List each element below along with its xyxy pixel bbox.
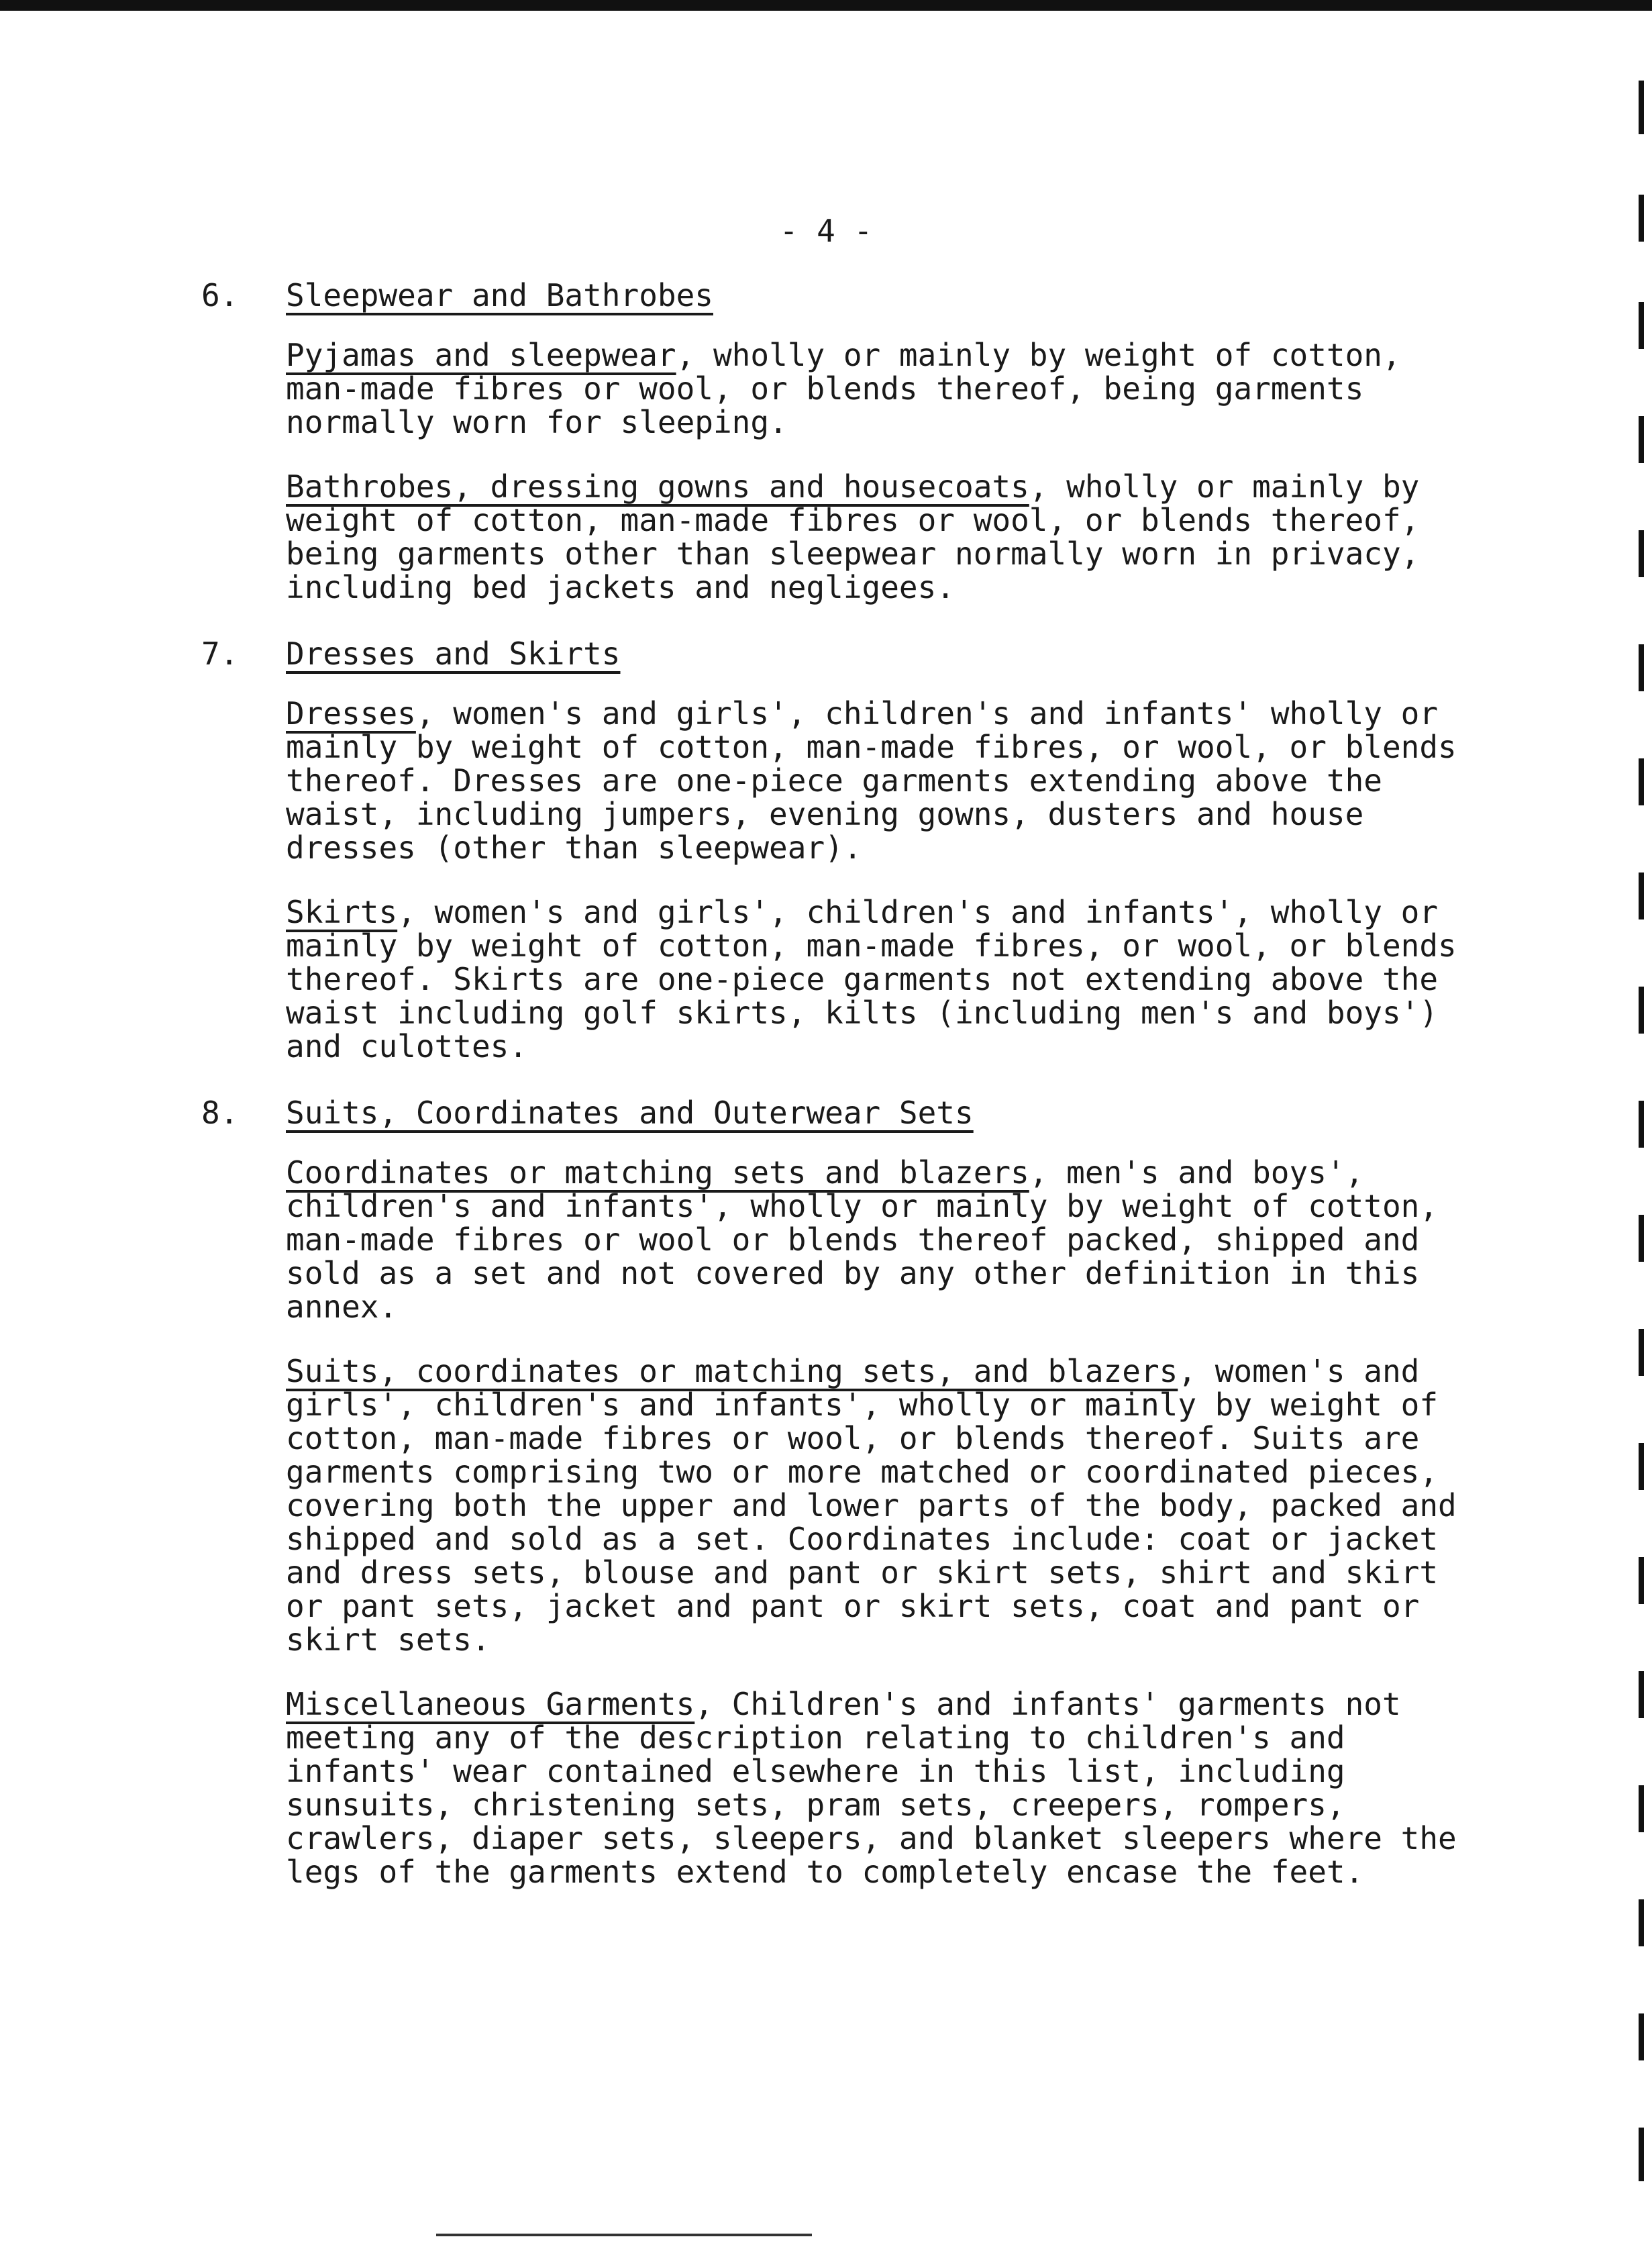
section-heading: [201, 277, 1516, 314]
section-title: Dresses and Skirts: [286, 636, 621, 672]
section-number: 8.: [201, 1095, 239, 1131]
scan-margin-mark: [1639, 873, 1644, 919]
scan-margin-mark: [1639, 1899, 1644, 1946]
scan-margin-mark: [1639, 530, 1644, 577]
definition-text: , wholly or mainly by weight of cotton, man-made fibres or wool, or blends thereof, being garments other than sleepwear normally worn in privacy, including bed jackets and negligees.: [286, 468, 1420, 605]
scan-top-border: [0, 0, 1652, 11]
section-title: Suits, Coordinates and Outerwear Sets: [286, 1095, 974, 1131]
section-dresses-skirts: [201, 635, 1516, 1063]
scan-margin-mark: [1639, 2013, 1644, 2060]
page-number: - 4 -: [779, 213, 873, 249]
scan-margin-mark: [1639, 758, 1644, 805]
section-heading: [201, 1094, 1516, 1132]
defined-term: Skirts: [286, 894, 398, 930]
definition-paragraph: [286, 1354, 1494, 1656]
scan-margin-mark: [1639, 644, 1644, 691]
defined-term: Miscellaneous Garments: [286, 1686, 695, 1722]
scan-bottom-border: [436, 2234, 812, 2236]
defined-term: Dresses: [286, 695, 416, 732]
definition-text: , men's and boys', children's and infants', wholly or mainly by weight of cotton, man-made fibres or wool or blends thereof packed, shipped and sold as a set and not covered by any other definition in this annex.: [286, 1154, 1439, 1325]
scan-margin-mark: [1639, 1215, 1644, 1262]
scan-margin-mark: [1639, 416, 1644, 463]
section-heading: [201, 635, 1516, 672]
definition-paragraph: [286, 470, 1494, 604]
definition-paragraph: [286, 1687, 1494, 1889]
scan-margin-mark: [1639, 1671, 1644, 1718]
defined-term: Suits, coordinates or matching sets, and blazers: [286, 1353, 1178, 1389]
section-number: 6.: [201, 277, 239, 313]
definition-paragraph: [286, 697, 1494, 864]
scan-margin-mark: [1639, 1443, 1644, 1490]
scan-margin-mark: [1639, 2128, 1644, 2181]
defined-term: Pyjamas and sleepwear: [286, 337, 676, 373]
document-body: [201, 277, 1516, 1920]
definition-text: , wholly or mainly by weight of cotton, man-made fibres or wool, or blends thereof, being garments normally worn for sleeping.: [286, 337, 1401, 440]
definition-paragraph: [286, 895, 1494, 1063]
scan-margin-mark: [1639, 1557, 1644, 1604]
definition-text: , Children's and infants' garments not meeting any of the description relating to children's and infants' wear contained elsewhere in this list, including sunsuits, christening sets, pram sets, creepers, rompers, crawlers, diaper sets, sleepers, and blanket sleepers where the legs of the garments extend to completely encase the feet.: [286, 1686, 1457, 1890]
section-title: Sleepwear and Bathrobes: [286, 277, 713, 313]
scan-margin-mark: [1639, 1785, 1644, 1832]
defined-term: Coordinates or matching sets and blazers: [286, 1154, 1029, 1191]
scan-margin-mark: [1639, 302, 1644, 349]
section-suits-coordinates: [201, 1094, 1516, 1889]
section-sleepwear: [201, 277, 1516, 604]
defined-term: Bathrobes, dressing gowns and housecoats: [286, 468, 1029, 505]
scan-margin-mark: [1639, 81, 1644, 134]
definition-paragraph: [286, 338, 1494, 439]
definition-text: , women's and girls', children's and infants' wholly or mainly by weight of cotton, man-made fibres, or wool, or blends thereof. Dresses are one-piece garments extending above the waist, including jumpers, evening gowns, dusters and house dresses (other than sleepwear).: [286, 695, 1457, 866]
scan-margin-mark: [1639, 1101, 1644, 1148]
section-number: 7.: [201, 636, 239, 672]
definition-text: , women's and girls', children's and infants', wholly or mainly by weight of cotton, man-made fibres or wool, or blends thereof. Suits are garments comprising two or more matched or coordinated pieces, covering both the upper and lower parts of the body, packed and shipped and sold as a set. Coordinates include: coat or jacket and dress sets, blouse and pant or skirt sets, shirt and skirt or pant sets, jacket and pant or skirt sets, coat and pant or skirt sets.: [286, 1353, 1457, 1658]
definition-paragraph: [286, 1156, 1494, 1324]
scan-margin-mark: [1639, 987, 1644, 1034]
scan-margin-mark: [1639, 1329, 1644, 1376]
definition-text: , women's and girls', children's and infants', wholly or mainly by weight of cotton, man-made fibres, or wool, or blends thereof. Skirts are one-piece garments not extending above the waist including golf skirts, kilts (including men's and boys') and culottes.: [286, 894, 1457, 1064]
